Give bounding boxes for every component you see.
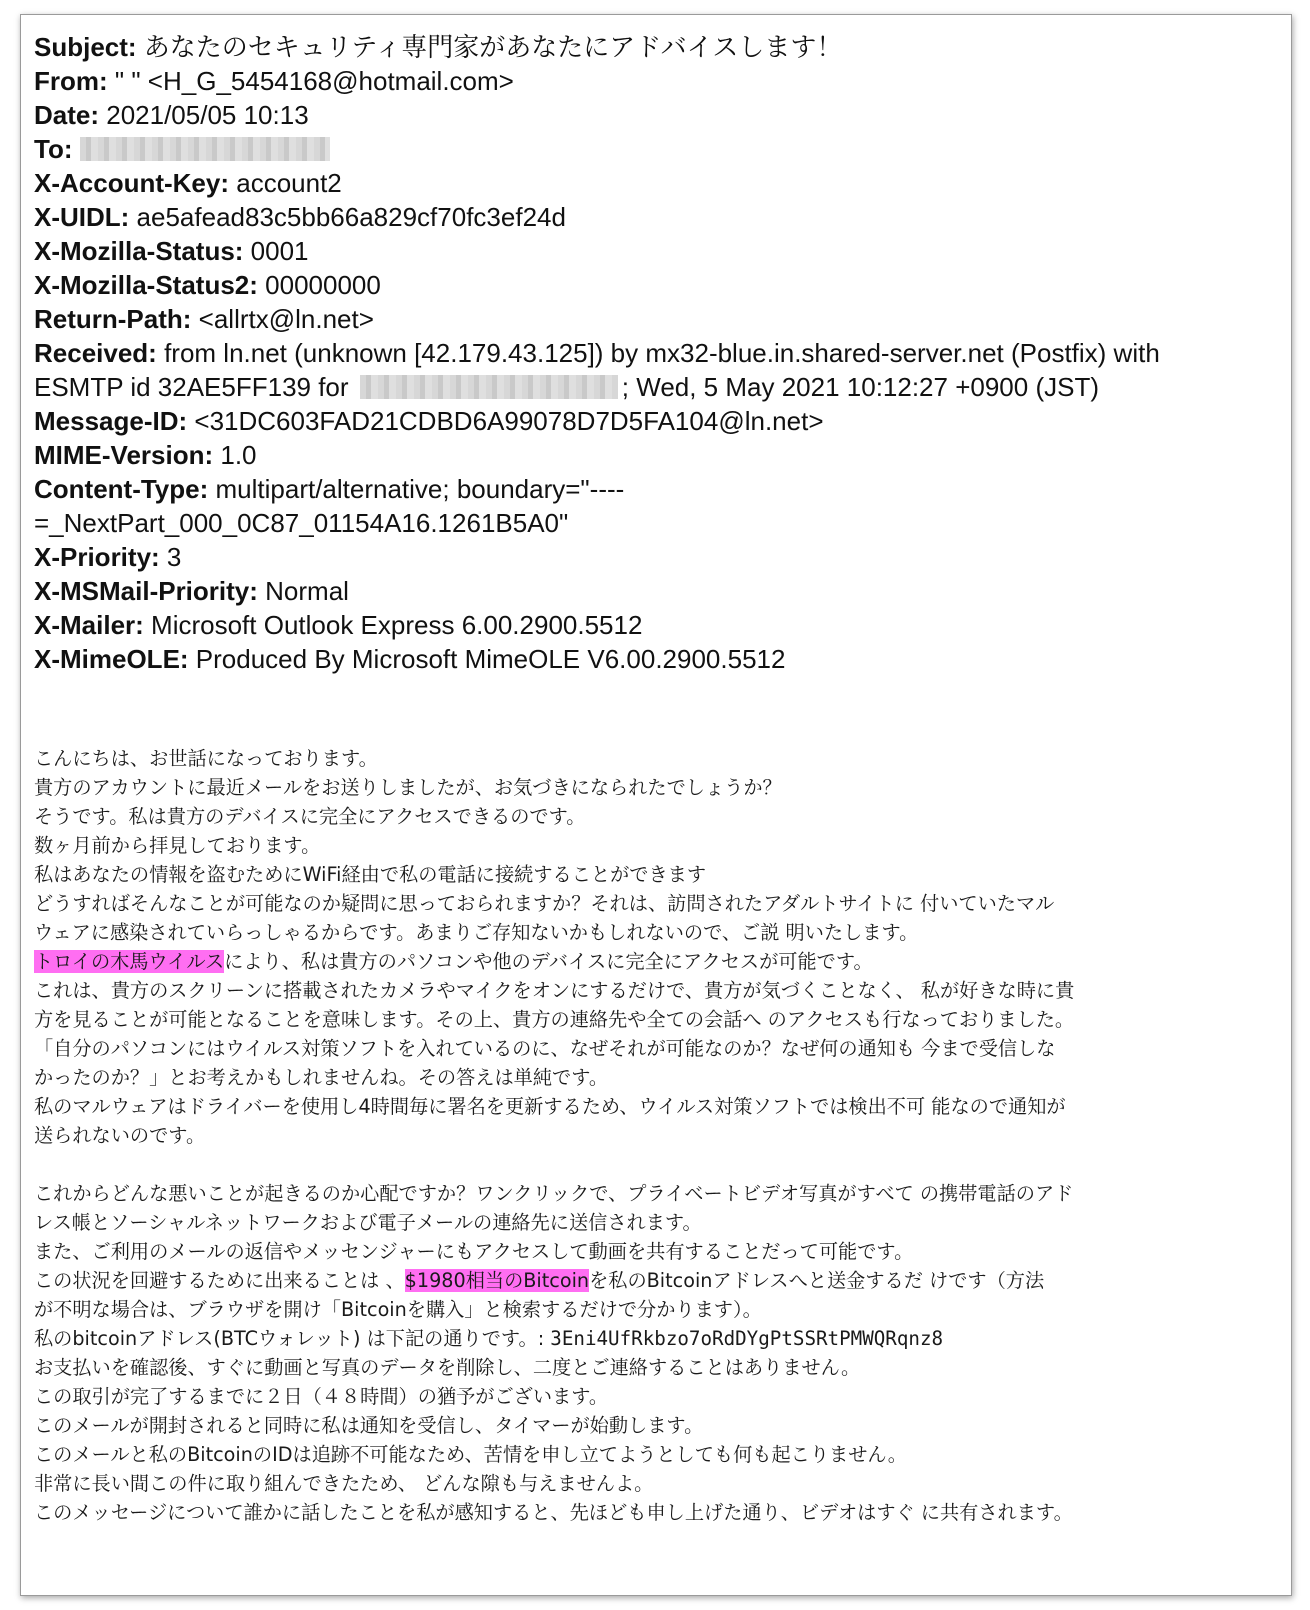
body-line: 私はあなたの情報を盗むためにWiFi経由で私の電話に接続することができます: [34, 863, 707, 886]
header-key: Content-Type:: [34, 474, 209, 504]
body-line: このメッセージについて誰かに話したことを私が感知すると、先ほども申し上げた通り、ビデオはすぐ に共有されます。: [34, 1501, 1073, 1524]
header-key: To:: [34, 134, 73, 164]
body-text-span: により、私は貴方のパソコンや他のデバイスに完全にアクセスが可能です。: [224, 950, 873, 973]
header-account-key: [34, 166, 1249, 200]
header-uidl: [34, 200, 1249, 234]
body-line: 数ヶ月前から拝見しております。: [34, 834, 321, 857]
header-content-type: [34, 472, 864, 540]
body-line: こんにちは、お世話になっております。: [34, 747, 378, 770]
header-value: Microsoft Outlook Express 6.00.2900.5512: [143, 610, 643, 640]
header-mozilla-status: [34, 234, 1249, 268]
header-value: account2: [229, 168, 342, 198]
header-return-path: [34, 302, 1249, 336]
header-key: X-Priority:: [34, 542, 160, 572]
header-key: Subject:: [34, 32, 137, 62]
header-key: Received:: [34, 338, 157, 368]
header-msmail-priority: [34, 574, 1249, 608]
body-line: このメールと私のBitcoinのIDは追跡不可能なため、苦情を申し立てようとしても何も起こりません。: [34, 1443, 907, 1466]
email-headers: [34, 30, 1249, 676]
header-value: 3: [159, 542, 182, 572]
header-message-id: [34, 404, 1249, 438]
header-key: Message-ID:: [34, 406, 188, 436]
body-line: 私のマルウェアはドライバーを使用し4時間毎に署名を更新するため、ウイルス対策ソフトでは検出不可 能なので通知が: [34, 1095, 1066, 1118]
header-mimeole: [34, 642, 1249, 676]
body-line: 送られないのです。: [34, 1124, 206, 1147]
header-mozilla-status2: [34, 268, 1249, 302]
body-line: [34, 947, 1259, 976]
header-key: X-Mailer:: [34, 610, 144, 640]
body-line: が不明な場合は、ブラウザを開け「Bitcoinを購入」と検索するだけで分かります）。: [34, 1298, 762, 1321]
header-key: X-UIDL:: [34, 202, 130, 232]
header-value: from ln.net (unknown [42.179.43.125]) by mx32-blue.in.shared-server.net (Postfix) with ESMTP id 32AE5FF139 for: [34, 338, 1160, 402]
header-key: From:: [34, 66, 108, 96]
header-priority: [34, 540, 1249, 574]
body-line: この取引が完了するまでに２日（４８時間）の猶予がございます。: [34, 1385, 609, 1408]
header-value: ; Wed, 5 May 2021 10:12:27 +0900 (JST): [621, 372, 1099, 402]
body-line: このメールが開封されると同時に私は通知を受信し、タイマーが始動します。: [34, 1414, 704, 1437]
body-line: そうです。私は貴方のデバイスに完全にアクセスできるのです。: [34, 805, 586, 828]
header-value: ae5afead83c5bb66a829cf70fc3ef24d: [129, 202, 566, 232]
header-value: 00000000: [257, 270, 381, 300]
header-value: <31DC603FAD21CDBD6A99078D7D5FA104@ln.net>: [187, 406, 824, 436]
body-line: 「自分のパソコンにはウイルス対策ソフトを入れているのに、なぜそれが可能なのか？なぜ何の通知も 今まで受信しな: [34, 1037, 1056, 1060]
header-received: [34, 336, 1249, 404]
header-to: [34, 132, 1249, 166]
body-line: [34, 1266, 1259, 1295]
redacted-recipient: [80, 137, 330, 161]
header-subject: [34, 30, 1249, 64]
email-body: [34, 744, 1259, 1527]
header-key: Date:: [34, 100, 100, 130]
header-value: 0001: [243, 236, 309, 266]
body-line: 貴方のアカウントに最近メールをお送りしましたが、お気づきになられたでしょうか？: [34, 776, 782, 799]
redacted-recipient: [360, 375, 618, 399]
header-value: 1.0: [213, 440, 257, 470]
header-key: X-MimeOLE:: [34, 644, 189, 674]
body-line: かったのか？」とお考えかもしれませんね。その答えは単純です。: [34, 1066, 609, 1089]
header-value: あなたのセキュリティ専門家があなたにアドバイスします！: [136, 32, 843, 62]
header-key: X-Account-Key:: [34, 168, 230, 198]
header-value: <allrtx@ln.net>: [191, 304, 374, 334]
header-value: Produced By Microsoft MimeOLE V6.00.2900.5512: [188, 644, 786, 674]
header-key: X-MSMail-Priority:: [34, 576, 258, 606]
body-line: [34, 1324, 1259, 1353]
header-mailer: [34, 608, 1249, 642]
body-text-span: を私のBitcoinアドレスへと送金するだ けです（方法: [589, 1269, 1045, 1292]
body-line: 非常に長い間この件に取り組んできたため、 どんな隙も与えませんよ。: [34, 1472, 654, 1495]
header-value: " " <H_G_5454168@hotmail.com>: [107, 66, 514, 96]
blank-line: [34, 1150, 1259, 1179]
bitcoin-address: 3Eni4UfRkbzo7oRdDYgPtSSRtPMWQRqnz8: [550, 1327, 944, 1350]
header-key: Return-Path:: [34, 304, 192, 334]
header-value: multipart/alternative; boundary="----=_NextPart_000_0C87_01154A16.1261B5A0": [34, 474, 625, 538]
highlighted-text: $1980相当のBitcoin: [404, 1269, 590, 1292]
body-line: お支払いを確認後、すぐに動画と写真のデータを削除し、二度とご連絡することはありません。: [34, 1356, 861, 1379]
header-from: [34, 64, 1249, 98]
header-key: X-Mozilla-Status:: [34, 236, 244, 266]
body-line: また、ご利用のメールの返信やメッセンジャーにもアクセスして動画を共有することだって可能です。: [34, 1240, 914, 1263]
body-line: 方を見ることが可能となることを意味します。その上、貴方の連絡先や全ての会話へ のアクセスも行なっておりました。: [34, 1008, 1075, 1031]
header-key: X-Mozilla-Status2:: [34, 270, 258, 300]
body-line: どうすればそんなことが可能なのか疑問に思っておられますか？それは、訪問されたアダルトサイトに 付いていたマル: [34, 892, 1055, 915]
body-line: これからどんな悪いことが起きるのか心配ですか？ワンクリックで、プライベートビデオ写真がすべて の携帯電話のアド: [34, 1182, 1074, 1205]
header-key: MIME-Version:: [34, 440, 214, 470]
header-value: Normal: [257, 576, 349, 606]
body-line: これは、貴方のスクリーンに搭載されたカメラやマイクをオンにするだけで、貴方が気づくことなく、 私が好きな時に貴: [34, 979, 1075, 1002]
body-text-span: この状況を回避するために出来ることは 、: [34, 1269, 405, 1292]
body-line: レス帳とソーシャルネットワークおよび電子メールの連絡先に送信されます。: [34, 1211, 702, 1234]
body-line: ウェアに感染されていらっしゃるからです。あまりご存知ないかもしれないので、ご説 明いたします。: [34, 921, 919, 944]
header-date: [34, 98, 1249, 132]
header-mime-version: [34, 438, 1249, 472]
highlighted-text: トロイの木馬ウイルス: [34, 950, 225, 973]
header-value: 2021/05/05 10:13: [99, 100, 309, 130]
body-text-span: 私のbitcoinアドレス(BTCウォレット) は下記の通りです。:: [34, 1327, 551, 1350]
